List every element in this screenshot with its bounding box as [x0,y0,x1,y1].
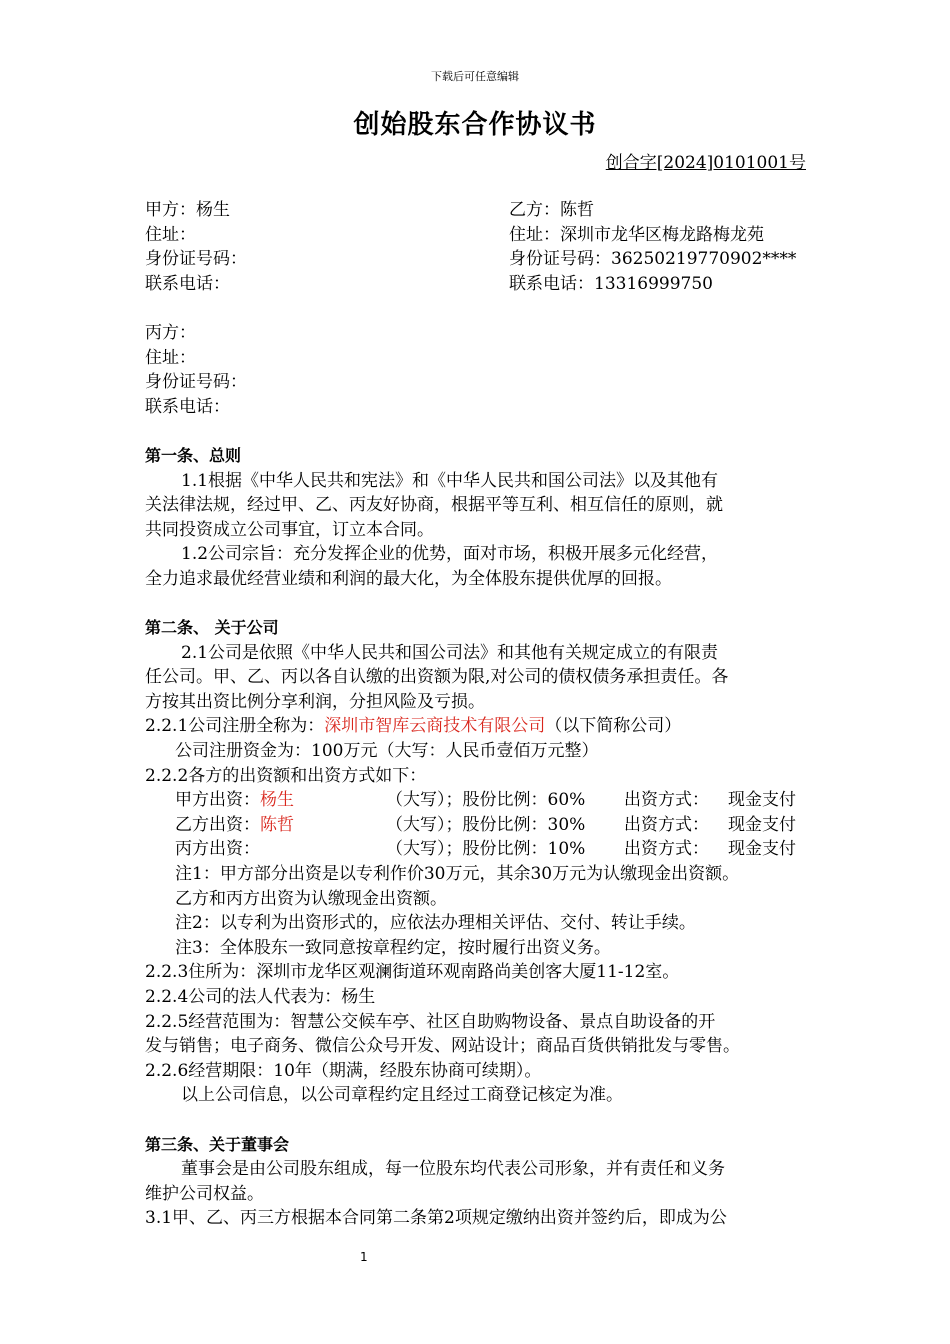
paragraph-line: 以上公司信息，以公司章程约定且经过工商登记核定为准。 [181,1085,623,1106]
document-title: 创始股东合作协议书 [353,110,597,140]
contribution-row [145,837,807,862]
party-a-line: 身份证号码： [145,249,247,270]
contribution-label: 丙方出资： [175,839,260,860]
page-number: 1 [360,1250,368,1264]
header-note: 下载后可任意编辑 [431,70,519,83]
party-b-line: 联系电话：13316999750 [509,273,713,294]
company-registration-line [145,714,807,739]
paragraph-line: 任公司。甲、乙、丙以各自认缴的出资额为限,对公司的债权债务承担责任。各 [145,667,729,688]
reg-suffix: （以下简称公司） [545,716,682,737]
party-c-line: 住址： [145,347,196,368]
party-b-line: 住址：深圳市龙华区梅龙路梅龙苑 [509,224,764,245]
party-c-line: 联系电话： [145,396,230,417]
party-a-line: 联系电话： [145,273,230,294]
party-c-line: 身份证号码： [145,372,247,393]
paragraph-line: 方按其出资比例分享利润，分担风险及亏损。 [145,691,485,712]
document-number: 创合字[2024]0101001号 [605,153,806,173]
note-line: 乙方和丙方出资为认缴现金出资额。 [175,888,447,909]
legal-representative: 2.2.4公司的法人代表为：杨生 [145,987,376,1007]
company-address: 2.2.3住所为：深圳市龙华区观澜街道环观南路尚美创客大厦11-12室。 [145,962,680,983]
paragraph-line: 维护公司权益。 [145,1183,264,1204]
registered-capital: 公司注册资金为：100万元（大写：人民币壹佰万元整） [175,741,599,762]
party-row [145,198,807,223]
company-name: 深圳市智库云商技术有限公司 [324,716,546,737]
contribution-method: 现金支付 [728,814,796,835]
contribution-label: 甲方出资： [175,790,260,811]
business-scope: 发与销售；电子商务、微信公众号开发、网站设计；商品百货供销批发与零售。 [145,1036,740,1057]
party-a-line: 甲方：杨生 [145,200,230,220]
party-b-line: 乙方：陈哲 [509,200,594,220]
note-line: 注3：全体股东一致同意按章程约定，按时履行出资义务。 [175,937,611,958]
article-3-heading: 第三条、关于董事会 [145,1134,290,1154]
article-2-heading: 第二条、 关于公司 [145,618,279,638]
party-b-line: 身份证号码：36250219770902**** [509,249,797,270]
contribution-row [145,813,807,838]
contribution-method-label: 出资方式： [624,839,709,860]
business-term: 2.2.6经营期限：10年（期满，经股东协商可续期）。 [145,1060,542,1081]
party-row [145,223,807,248]
contribution-share: （大写）；股份比例：10% [386,839,586,860]
contribution-intro: 2.2.2各方的出资额和出资方式如下： [145,765,427,786]
document-body [145,198,807,1231]
note-line: 注1：甲方部分出资是以专利作价30万元，其余30万元为认缴现金出资额。 [175,864,740,885]
contribution-share: （大写）；股份比例：60% [386,790,586,811]
paragraph-line: 1.2公司宗旨：充分发挥企业的优势，面对市场，积极开展多元化经营， [181,544,719,565]
note-line: 注2：以专利为出资形式的，应依法办理相关评估、交付、转让手续。 [175,913,696,934]
contribution-share: （大写）；股份比例：30% [386,814,586,835]
reg-prefix: 2.2.1公司注册全称为： [145,716,325,737]
party-row [145,247,807,272]
article-1-heading: 第一条、总则 [145,445,242,465]
paragraph-line: 全力追求最优经营业绩和利润的最大化，为全体股东提供优厚的回报。 [145,568,672,589]
paragraph-line: 1.1根据《中华人民共和宪法》和《中华人民共和国公司法》以及其他有 [181,470,719,491]
party-row [145,272,807,297]
contribution-label: 乙方出资： [175,814,260,835]
contribution-row [145,788,807,813]
contributor-name: 杨生 [260,790,294,811]
paragraph-line: 董事会是由公司股东组成，每一位股东均代表公司形象，并有责任和义务 [181,1159,725,1180]
party-c-line: 丙方： [145,322,196,343]
paragraph-line: 关法律法规，经过甲、乙、丙友好协商，根据平等互利、相互信任的原则，就 [145,495,723,516]
contribution-method: 现金支付 [728,790,796,811]
contribution-method: 现金支付 [728,839,796,860]
party-a-line: 住址： [145,224,196,245]
business-scope: 2.2.5经营范围为：智慧公交候车亭、社区自助购物设备、景点自助设备的开 [145,1011,716,1032]
paragraph-line: 2.1公司是依照《中华人民共和国公司法》和其他有关规定成立的有限责 [181,642,719,663]
contributor-name: 陈哲 [260,814,294,835]
paragraph-line: 3.1甲、乙、丙三方根据本合同第二条第2项规定缴纳出资并签约后，即成为公 [145,1208,727,1229]
paragraph-line: 共同投资成立公司事宜，订立本合同。 [145,519,434,540]
contribution-method-label: 出资方式： [624,814,709,835]
contribution-method-label: 出资方式： [624,790,709,811]
